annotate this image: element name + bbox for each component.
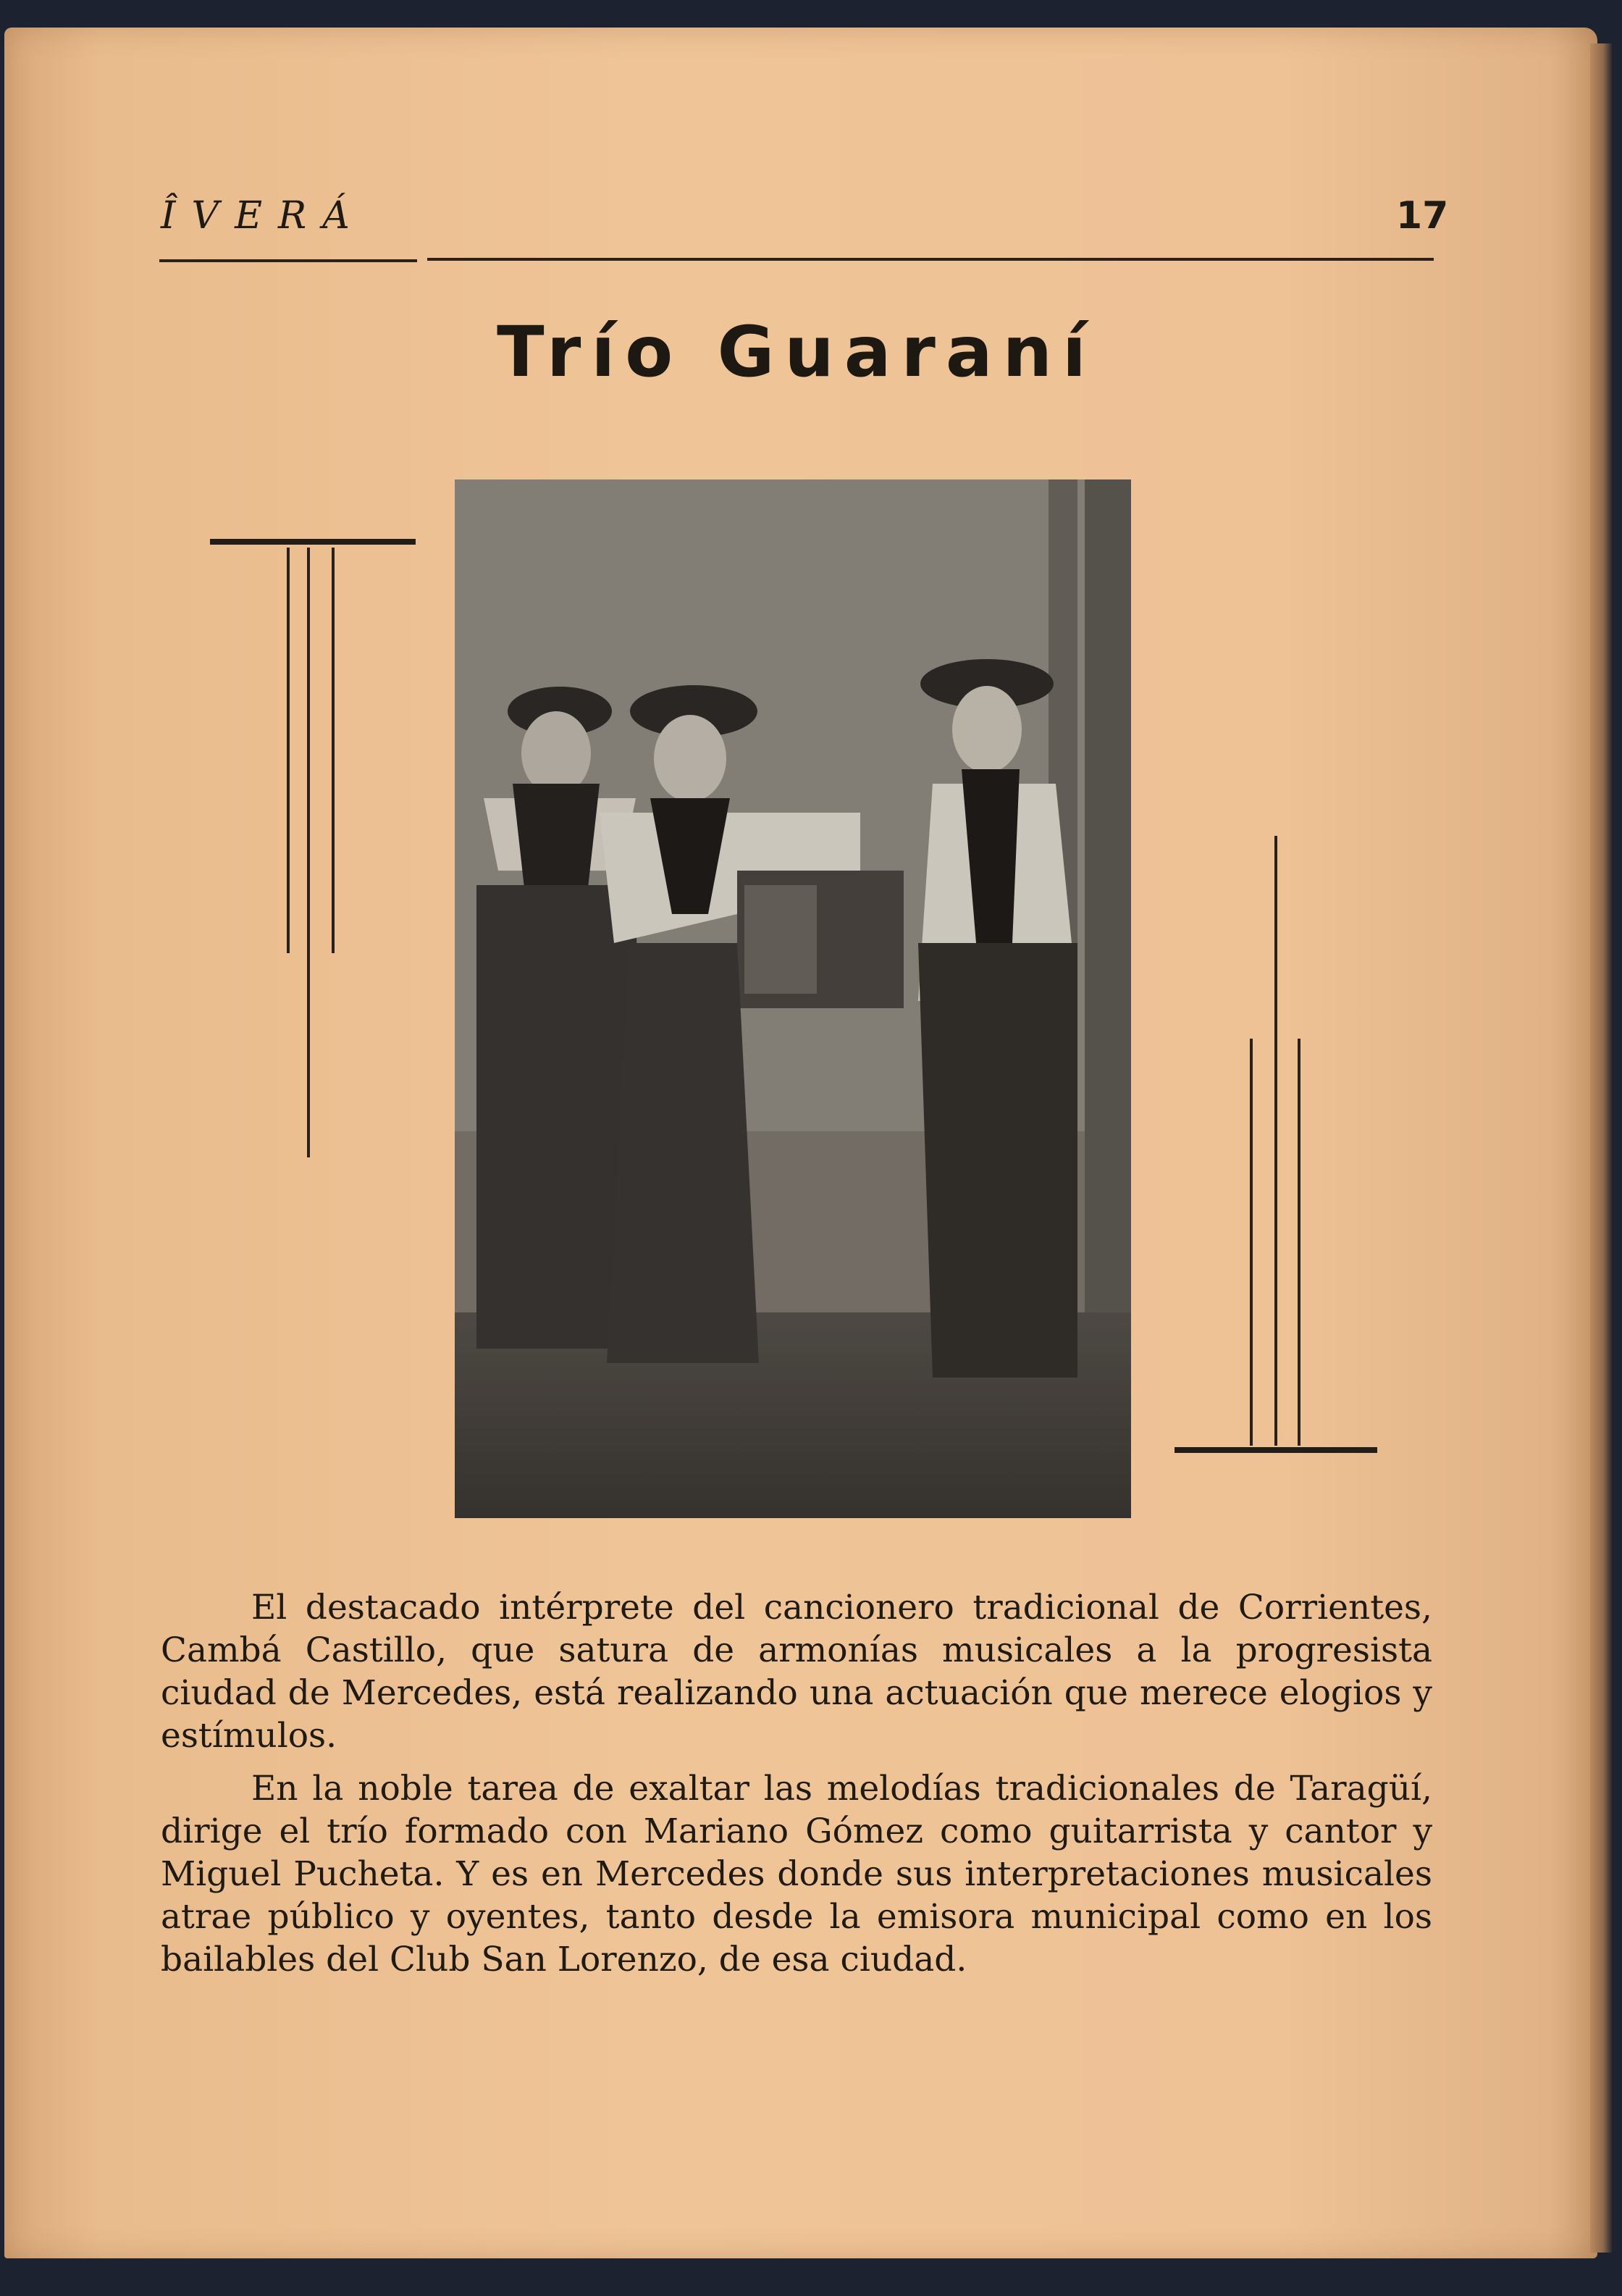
decorative-line — [1250, 1039, 1253, 1446]
decorative-line — [332, 548, 335, 953]
article-title: Trío Guaraní — [497, 311, 1096, 393]
page-number: 17 — [1396, 194, 1449, 238]
photo-illustration — [455, 479, 1131, 1518]
running-title: ÎVERÁ — [161, 194, 366, 238]
header-rule — [427, 258, 1434, 261]
paragraph: El destacado intérprete del cancionero tradicional de Corrientes, Cambá Castillo, que satura de armonías musicales a la progresista ciudad de Mercedes, está realizando una actuación que merece elogios y estímulos. — [161, 1588, 1432, 1756]
decorative-line — [307, 548, 310, 1157]
header-rule — [159, 259, 417, 262]
decorative-line — [1274, 836, 1277, 1446]
paragraph: En la noble tarea de exaltar las melodías tradicionales de Taragüí, dirige el trío formado con Mariano Gómez como guitarrista y cantor y Miguel Pucheta. Y es en Mercedes donde sus interpretaciones musicales atrae público y oyentes, tanto desde la emisora municipal como en los bailables del Club San Lorenzo, de esa ciudad. — [161, 1769, 1432, 1979]
page-edge — [1590, 43, 1612, 2253]
article-body — [161, 1586, 1432, 1991]
decorative-line — [1298, 1039, 1300, 1446]
decorative-line — [287, 548, 290, 953]
decorative-bar-left — [210, 539, 416, 545]
decorative-bar-right — [1175, 1447, 1377, 1453]
trio-photograph — [455, 479, 1131, 1518]
